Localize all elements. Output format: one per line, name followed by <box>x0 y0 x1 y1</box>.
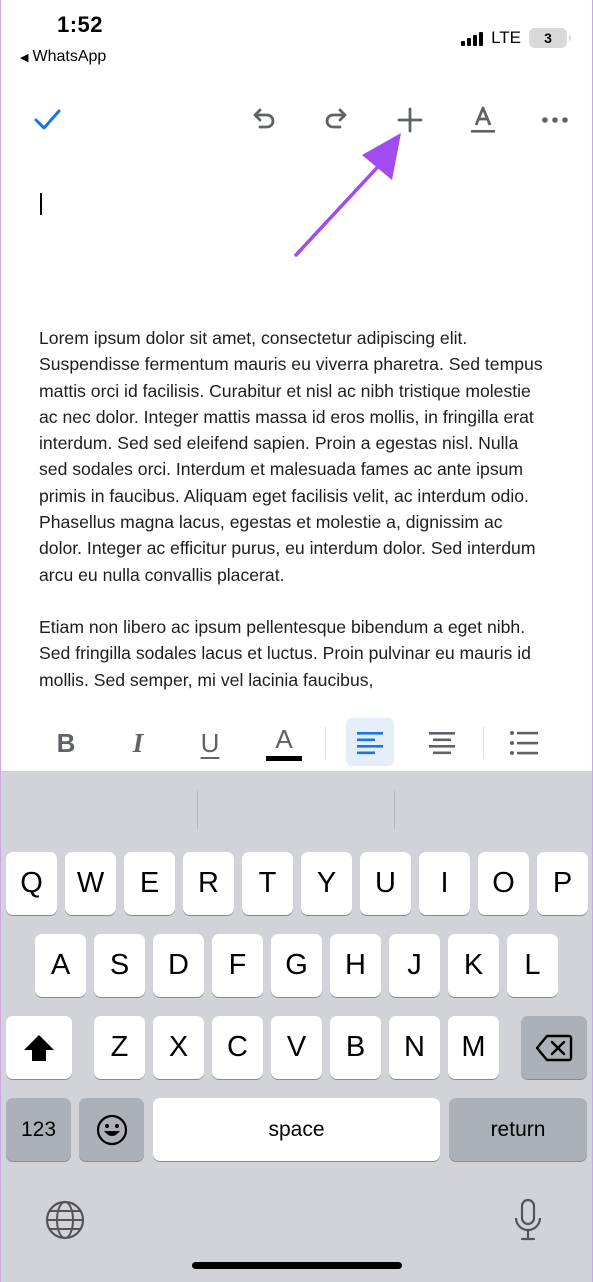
key-b[interactable]: B <box>330 1016 381 1079</box>
done-button[interactable] <box>25 98 69 142</box>
text-color-button[interactable] <box>262 715 306 771</box>
back-app-label: WhatsApp <box>32 48 107 65</box>
key-e[interactable]: E <box>124 852 175 915</box>
back-to-app[interactable] <box>20 48 106 66</box>
key-o[interactable]: O <box>478 852 529 915</box>
suggestion-divider <box>394 791 395 829</box>
key-k[interactable]: K <box>448 934 499 997</box>
key-n[interactable]: N <box>389 1016 440 1079</box>
backspace-key[interactable] <box>521 1016 587 1079</box>
italic-button[interactable]: I <box>132 727 144 758</box>
bulleted-list-icon <box>509 731 539 755</box>
format-bar <box>0 715 593 771</box>
status-indicators <box>461 28 567 48</box>
text-color-label: A <box>275 723 293 754</box>
more-icon <box>540 105 570 135</box>
align-left-button[interactable] <box>348 715 392 771</box>
key-i[interactable]: I <box>419 852 470 915</box>
align-center-button[interactable] <box>420 715 464 771</box>
battery-level: 3 <box>544 30 552 46</box>
globe-button[interactable] <box>44 1199 86 1241</box>
key-d[interactable]: D <box>153 934 204 997</box>
key-f[interactable]: F <box>212 934 263 997</box>
format-divider <box>483 727 484 759</box>
annotation-arrow-icon <box>280 120 420 270</box>
key-z[interactable]: Z <box>94 1016 145 1079</box>
key-u[interactable]: U <box>360 852 411 915</box>
dictation-button[interactable] <box>508 1197 548 1243</box>
key-l[interactable]: L <box>507 934 558 997</box>
text-format-icon <box>468 105 498 135</box>
key-a[interactable]: A <box>35 934 86 997</box>
shift-key[interactable] <box>6 1016 72 1079</box>
network-label: LTE <box>491 28 521 47</box>
return-key[interactable]: return <box>449 1098 587 1161</box>
backspace-icon <box>535 1034 573 1062</box>
bulleted-list-button[interactable] <box>502 715 546 771</box>
shift-icon <box>22 1033 56 1063</box>
text-cursor <box>40 193 42 215</box>
format-divider <box>325 727 326 759</box>
key-x[interactable]: X <box>153 1016 204 1079</box>
battery-icon <box>529 28 567 48</box>
align-center-icon <box>428 731 456 755</box>
key-v[interactable]: V <box>271 1016 322 1079</box>
suggestion-divider <box>197 791 198 829</box>
key-h[interactable]: H <box>330 934 381 997</box>
text-color-swatch <box>266 756 302 761</box>
emoji-key[interactable] <box>79 1098 144 1161</box>
key-g[interactable]: G <box>271 934 322 997</box>
document-body[interactable] <box>39 325 549 711</box>
underline-button[interactable]: U <box>200 727 220 758</box>
undo-icon <box>249 105 279 135</box>
paragraph: Lorem ipsum dolor sit amet, consectetur adipiscing elit. Suspendisse fermentum mauris eu viverra pharetra. Sed tempus mattis orci id facilisis. Curabitur et nisl ac nibh tristique molestie ac nec dolor. Integer mattis massa id eros mollis, in fringilla erat interdum. Sed sed eleifend sapien. Proin a egestas nisl. Nulla sed sodales orci. Interdum et malesuada fames ac ante ipsum primis in faucibus. Aliquam eget facilisis velit, ac interdum odio. Phasellus magna lacus, egestas et molestie a, dignissim ac dolor. Integer ac efficitur purus, eu interdum dolor. Sed interdum arcu eu nulla convallis placerat. <box>39 328 543 585</box>
key-w[interactable]: W <box>65 852 116 915</box>
key-q[interactable]: Q <box>6 852 57 915</box>
more-options-button[interactable] <box>533 98 577 142</box>
bold-button[interactable]: B <box>56 727 76 758</box>
key-y[interactable]: Y <box>301 852 352 915</box>
key-s[interactable]: S <box>94 934 145 997</box>
key-p[interactable]: P <box>537 852 588 915</box>
key-r[interactable]: R <box>183 852 234 915</box>
signal-icon <box>461 30 483 46</box>
key-m[interactable]: M <box>448 1016 499 1079</box>
space-key[interactable]: space <box>153 1098 440 1161</box>
key-c[interactable]: C <box>212 1016 263 1079</box>
key-j[interactable]: J <box>389 934 440 997</box>
checkmark-icon <box>32 105 62 135</box>
status-time: 1:52 <box>57 12 104 37</box>
keyboard <box>0 771 593 1282</box>
microphone-icon <box>512 1198 544 1242</box>
text-format-button[interactable] <box>461 98 505 142</box>
emoji-icon <box>96 1114 128 1146</box>
paragraph: Etiam non libero ac ipsum pellentesque bibendum a eget nibh. Sed fringilla sodales lacus et luctus. Proin pulvinar eu mauris id mollis. Sed semper, mi vel lacinia faucibus, <box>39 616 531 690</box>
key-t[interactable]: T <box>242 852 293 915</box>
numbers-key[interactable]: 123 <box>6 1098 71 1161</box>
back-triangle-icon: ◀ <box>20 51 29 64</box>
globe-icon <box>45 1200 85 1240</box>
align-left-icon <box>356 731 384 755</box>
home-indicator <box>192 1262 402 1269</box>
